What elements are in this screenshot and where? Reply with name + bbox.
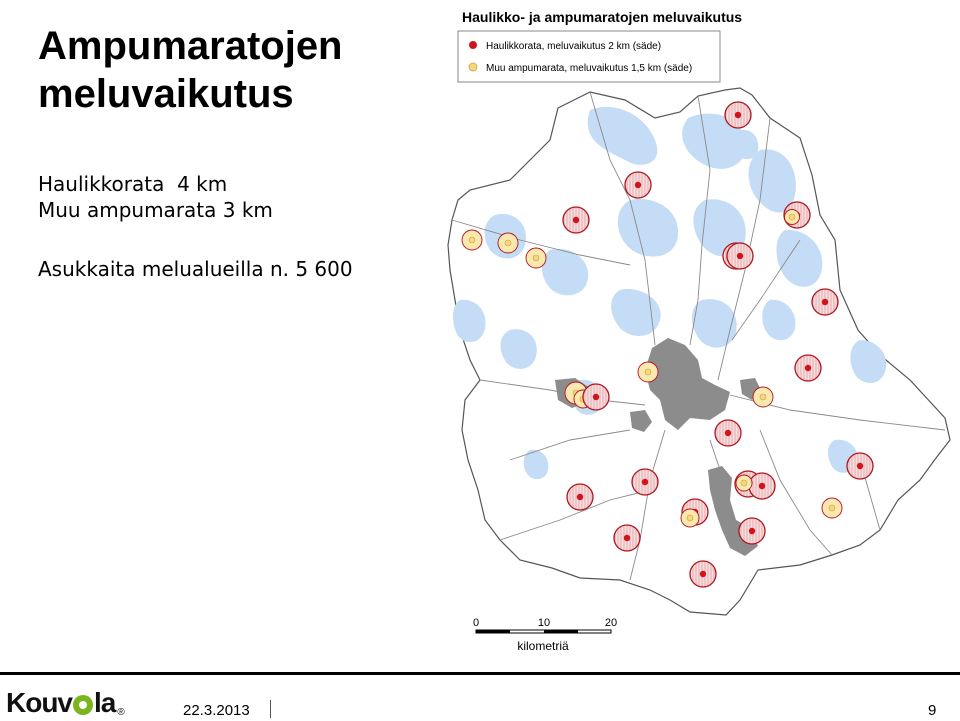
shotgun-range-zone: [812, 289, 838, 315]
shotgun-range-zone: [847, 453, 873, 479]
residents-line: Asukkaita melualueilla n. 5 600: [38, 257, 353, 281]
shotgun-range-legend-icon: [469, 41, 477, 49]
noise-impact-map: [440, 0, 960, 660]
shotgun-range-zone: [739, 518, 765, 544]
other-range-zone: [736, 475, 752, 491]
other-range-zone: [822, 498, 842, 518]
logo-o-icon: [73, 695, 93, 715]
scale-bar: [473, 617, 617, 653]
shotgun-range-zone: [749, 473, 775, 499]
other-range-legend-icon: [469, 63, 477, 71]
other-range-zone: [638, 362, 658, 382]
shotgun-range-zone: [725, 102, 751, 128]
scale-tick-0: 0: [472, 617, 480, 629]
shotgun-range-zone: [632, 469, 658, 495]
kouvola-logo: [6, 688, 124, 718]
other-range-zone: [753, 387, 773, 407]
other-range-zone: [462, 230, 482, 250]
shotgun-range-zone: [583, 384, 609, 410]
other-range-line: Muu ampumarata 3 km: [38, 198, 273, 222]
shotgun-range-zone: [795, 355, 821, 381]
footer-date: 22.3.2013: [183, 702, 250, 719]
page-number: 9: [928, 702, 937, 719]
scale-tick-10: 10: [537, 617, 551, 629]
logo-text-part: la: [94, 687, 116, 718]
map-title: Haulikko- ja ampumaratojen meluvaikutus: [462, 9, 743, 25]
other-range-zone: [498, 233, 518, 253]
registered-mark: ®: [117, 707, 124, 718]
map-legend: [458, 31, 720, 82]
other-range-zone: [526, 248, 546, 268]
footer-divider: [0, 672, 960, 675]
logo-text-part: Kouv: [6, 687, 72, 718]
shotgun-range-line: Haulikkorata 4 km: [38, 172, 228, 196]
shotgun-range-zone: [727, 243, 753, 269]
shotgun-range-zone: [625, 172, 651, 198]
shotgun-range-zone: [614, 525, 640, 551]
scale-tick-20: 20: [604, 617, 618, 629]
legend-other-label: Muu ampumarata, meluvaikutus 1,5 km (säde): [486, 63, 693, 74]
shotgun-range-zone: [563, 207, 589, 233]
footer-separator: [270, 700, 271, 718]
scale-unit: kilometriä: [517, 639, 569, 653]
shotgun-range-zone: [715, 420, 741, 446]
shotgun-range-zone: [567, 484, 593, 510]
legend-shotgun-label: Haulikkorata, meluvaikutus 2 km (säde): [486, 41, 662, 52]
other-range-zone: [681, 509, 699, 527]
shotgun-range-zone: [690, 561, 716, 587]
other-range-zone: [785, 210, 800, 225]
slide-title: Ampumaratojen meluvaikutus: [38, 24, 343, 116]
